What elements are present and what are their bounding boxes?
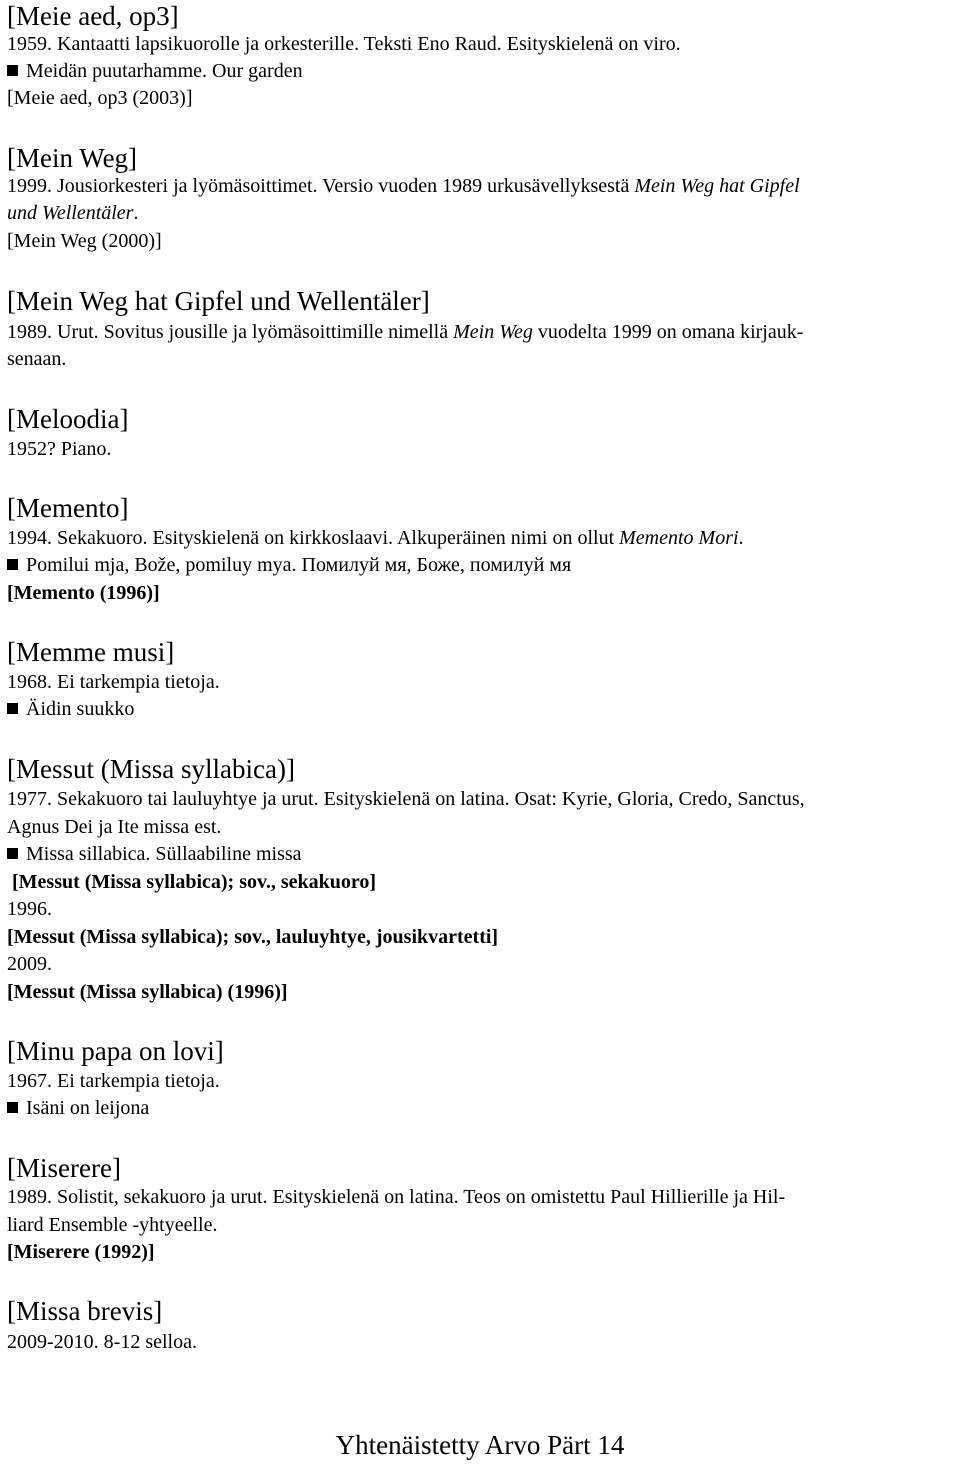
entry-heading: [Meloodia] [7,404,129,434]
entry-description: 1999. Jousiorkesteri ja lyömäsoittimet. Versio vuoden 1989 urkusävellyksestä Mein Weg hat Gipfel [7,175,800,197]
square-bullet-icon [7,848,18,859]
entry-description-cont: Agnus Dei ja Ite missa est. [7,816,222,838]
entry-description: 1967. Ei tarkempia tietoja. [7,1070,220,1092]
entry-reference: [Memento (1996)] [7,582,160,604]
entry-description: 1989. Solistit, sekakuoro ja urut. Esityskielenä on latina. Teos on omistettu Paul Hillierille ja Hil- [7,1186,786,1208]
entry-heading: [Meie aed, op3] [7,1,179,31]
entry-heading: [Miserere] [7,1153,121,1183]
entry-alt-titles: Pomilui mja, Bože, pomiluy mya. Помилуй мя, Боже, помилуй мя [7,553,571,577]
entry-alt-titles: Äidin suukko [7,697,134,721]
square-bullet-icon [7,703,18,714]
entry-reference: [Messut (Missa syllabica) (1996)] [7,981,288,1003]
entry-heading: [Messut (Missa syllabica)] [7,754,295,784]
entry-description: 1977. Sekakuoro tai lauluyhtye ja urut. Esityskielenä on latina. Osat: Kyrie, Gloria, Credo, Sanctus, [7,788,805,810]
entry-reference: [Meie aed, op3 (2003)] [7,87,193,109]
entry-alt-titles: Missa sillabica. Süllaabiline missa [7,842,302,866]
entry-description: 1989. Urut. Sovitus jousille ja lyömäsoittimille nimellä Mein Weg vuodelta 1999 on omana kirjauk- [7,321,804,343]
entry-description: 1952? Piano. [7,438,112,460]
entry-heading: [Mein Weg] [7,143,138,173]
entry-description: 2009-2010. 8-12 selloa. [7,1331,197,1353]
entry-reference: [Messut (Missa syllabica); sov., lauluyhtye, jousikvartetti] [7,926,499,948]
entry-reference: [Miserere (1992)] [7,1241,155,1263]
entry-year: 1996. [7,898,52,920]
entry-heading: [Missa brevis] [7,1296,163,1326]
entry-reference: [Mein Weg (2000)] [7,230,162,252]
entry-description-cont: liard Ensemble -yhtyeelle. [7,1214,218,1236]
entry-heading: [Memme musi] [7,637,175,667]
entry-year: 2009. [7,953,52,975]
square-bullet-icon [7,65,18,76]
entry-description: 1968. Ei tarkempia tietoja. [7,671,220,693]
page-footer [0,1428,960,1462]
entry-heading: [Minu papa on lovi] [7,1036,224,1066]
entry-description: 1994. Sekakuoro. Esityskielenä on kirkkoslaavi. Alkuperäinen nimi on ollut Memento Mori. [7,527,744,549]
entry-heading: [Memento] [7,493,129,523]
square-bullet-icon [7,1102,18,1113]
entry-description: 1959. Kantaatti lapsikuorolle ja orkesterille. Teksti Eno Raud. Esityskielenä on viro. [7,33,681,55]
entry-alt-titles: Meidän puutarhamme. Our garden [7,59,303,83]
entry-reference: [Messut (Missa syllabica); sov., sekakuoro] [12,871,377,893]
footer-title: Yhtenäistetty Arvo Pärt [335,1430,591,1460]
entry-description-cont: und Wellentäler. [7,202,139,224]
entry-heading: [Mein Weg hat Gipfel und Wellentäler] [7,286,430,316]
square-bullet-icon [7,559,18,570]
page-number: 14 [597,1430,625,1460]
entry-description-cont: senaan. [7,348,67,370]
entry-alt-titles: Isäni on leijona [7,1096,149,1120]
